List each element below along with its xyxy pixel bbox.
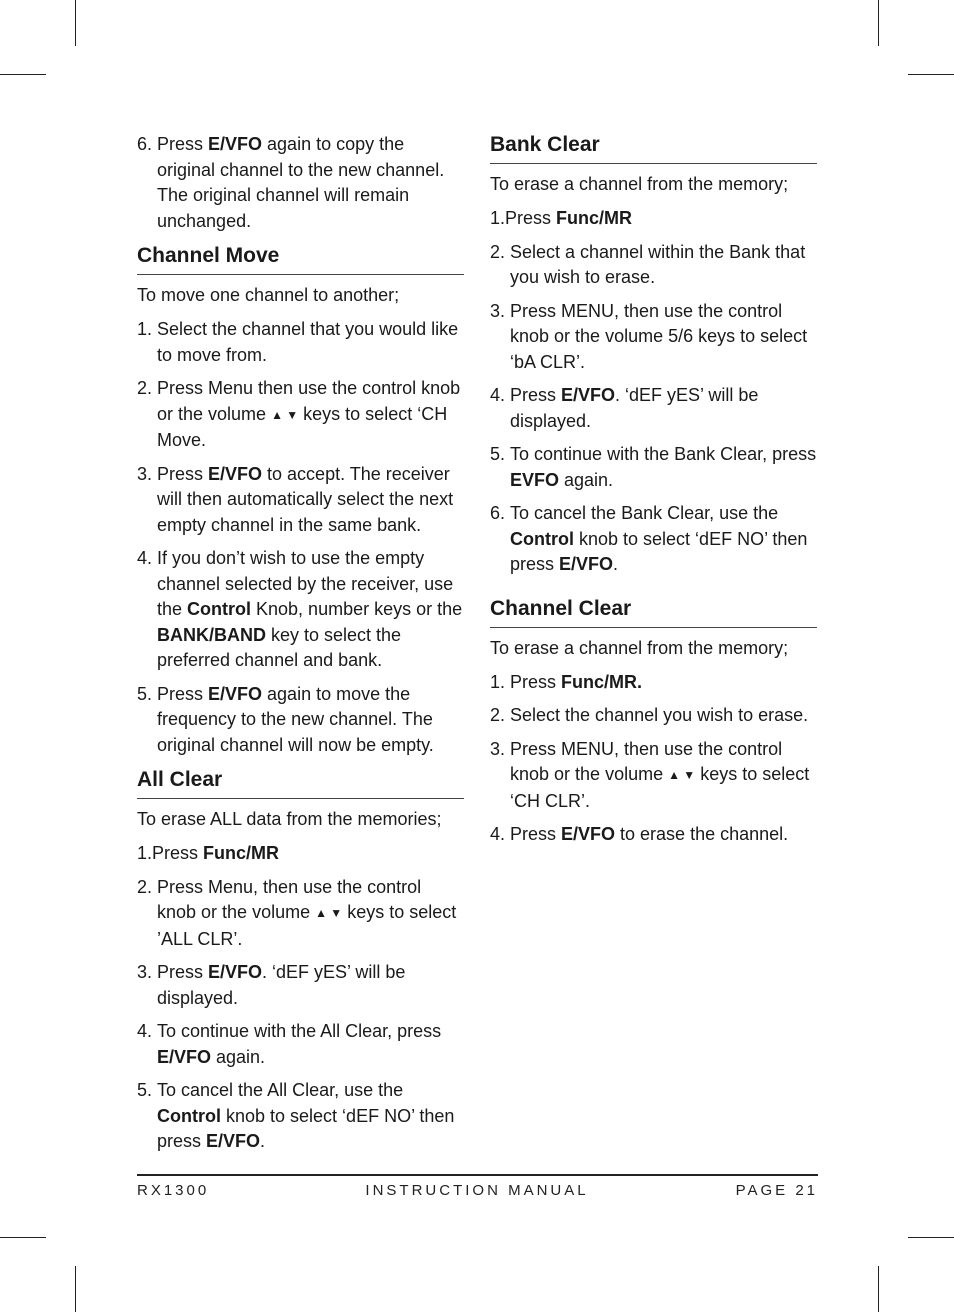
list-item: 3. Press E/VFO. ‘dEF yES’ will be displayed. — [137, 962, 406, 1008]
list-item: 2. Select the channel you wish to erase. — [490, 705, 809, 725]
left-column — [137, 132, 464, 1164]
list-item: 5. Press E/VFO again to move the frequency to the new channel. The original channel will now be empty. — [137, 683, 434, 755]
footer-rule — [137, 1174, 818, 1176]
channel-move-steps — [137, 317, 464, 758]
all-clear-steps — [137, 841, 464, 1155]
up-down-arrows-icon: ▲ ▼ — [668, 768, 696, 782]
section-title-channel-clear: Channel Clear — [490, 596, 817, 628]
list-item: 1.Press Func/MR — [137, 843, 280, 863]
bank-clear-steps — [490, 206, 817, 578]
section-intro: To erase a channel from the memory; — [490, 174, 789, 194]
list-item: 5. To continue with the Bank Clear, press EVFO again. — [490, 444, 817, 490]
list-item: 3. Press MENU, then use the control knob or the volume 5/6 keys to select ‘bA CLR’. — [490, 300, 808, 372]
up-down-arrows-icon: ▲ ▼ — [271, 407, 299, 422]
list-item: 2. Press Menu, then use the control knob or the volume ▲ ▼ keys to select ’ALL CLR’. — [137, 876, 457, 949]
list-item: 2. Press Menu then use the control knob or the volume ▲ ▼ keys to select ‘CH Move. — [137, 378, 461, 450]
list-item: 6. Press E/VFO again to copy the original channel to the new channel. The original channel will remain unchanged. — [137, 134, 445, 231]
crop-mark — [878, 1266, 879, 1312]
footer-page-number: PAGE 21 — [735, 1182, 818, 1199]
up-down-arrows-icon: ▲ ▼ — [315, 906, 343, 920]
channel-clear-steps — [490, 670, 817, 848]
crop-mark — [908, 74, 954, 75]
crop-mark — [0, 1237, 46, 1238]
list-item: 1. Select the channel that you would like to move from. — [137, 319, 459, 365]
list-item: 4. To continue with the All Clear, press E/VFO again. — [137, 1021, 442, 1067]
crop-mark — [878, 0, 879, 46]
list-item: 4. If you don’t wish to use the empty channel selected by the receiver, use the Control Knob, number keys or the BANK/BAND key to select the preferred channel and bank. — [137, 548, 463, 670]
footer-model: RX1300 — [137, 1182, 210, 1199]
section-title-all-clear: All Clear — [137, 767, 464, 799]
list-item: 5. To cancel the All Clear, use the Control knob to select ‘dEF NO’ then press E/VFO. — [137, 1080, 455, 1151]
list-item: 6. To cancel the Bank Clear, use the Control knob to select ‘dEF NO’ then press E/VFO. — [490, 503, 808, 574]
list-item: 1. Press Func/MR. — [490, 671, 643, 692]
list-item: 4. Press E/VFO to erase the channel. — [490, 824, 789, 844]
list-item: 2. Select a channel within the Bank that you wish to erase. — [490, 241, 806, 287]
section-intro: To move one channel to another; — [137, 285, 400, 305]
crop-mark — [0, 74, 46, 75]
section-intro: To erase a channel from the memory; — [490, 637, 789, 658]
list-item: 4. Press E/VFO. ‘dEF yES’ will be displayed. — [490, 385, 759, 431]
list-item: 3. Press MENU, then use the control knob or the volume ▲ ▼ keys to select ‘CH CLR’. — [490, 738, 810, 811]
list-item: 3. Press E/VFO to accept. The receiver will then automatically select the next empty channel in the same bank. — [137, 463, 454, 535]
section-intro: To erase ALL data from the memories; — [137, 809, 442, 829]
footer-title: INSTRUCTION MANUAL — [365, 1182, 589, 1199]
continued-steps — [137, 132, 464, 234]
list-item: 1.Press Func/MR — [490, 208, 633, 228]
section-title-bank-clear: Bank Clear — [490, 132, 817, 164]
section-title-channel-move: Channel Move — [137, 243, 464, 275]
crop-mark — [75, 1266, 76, 1312]
crop-mark — [75, 0, 76, 46]
crop-mark — [908, 1237, 954, 1238]
right-column — [490, 132, 817, 857]
